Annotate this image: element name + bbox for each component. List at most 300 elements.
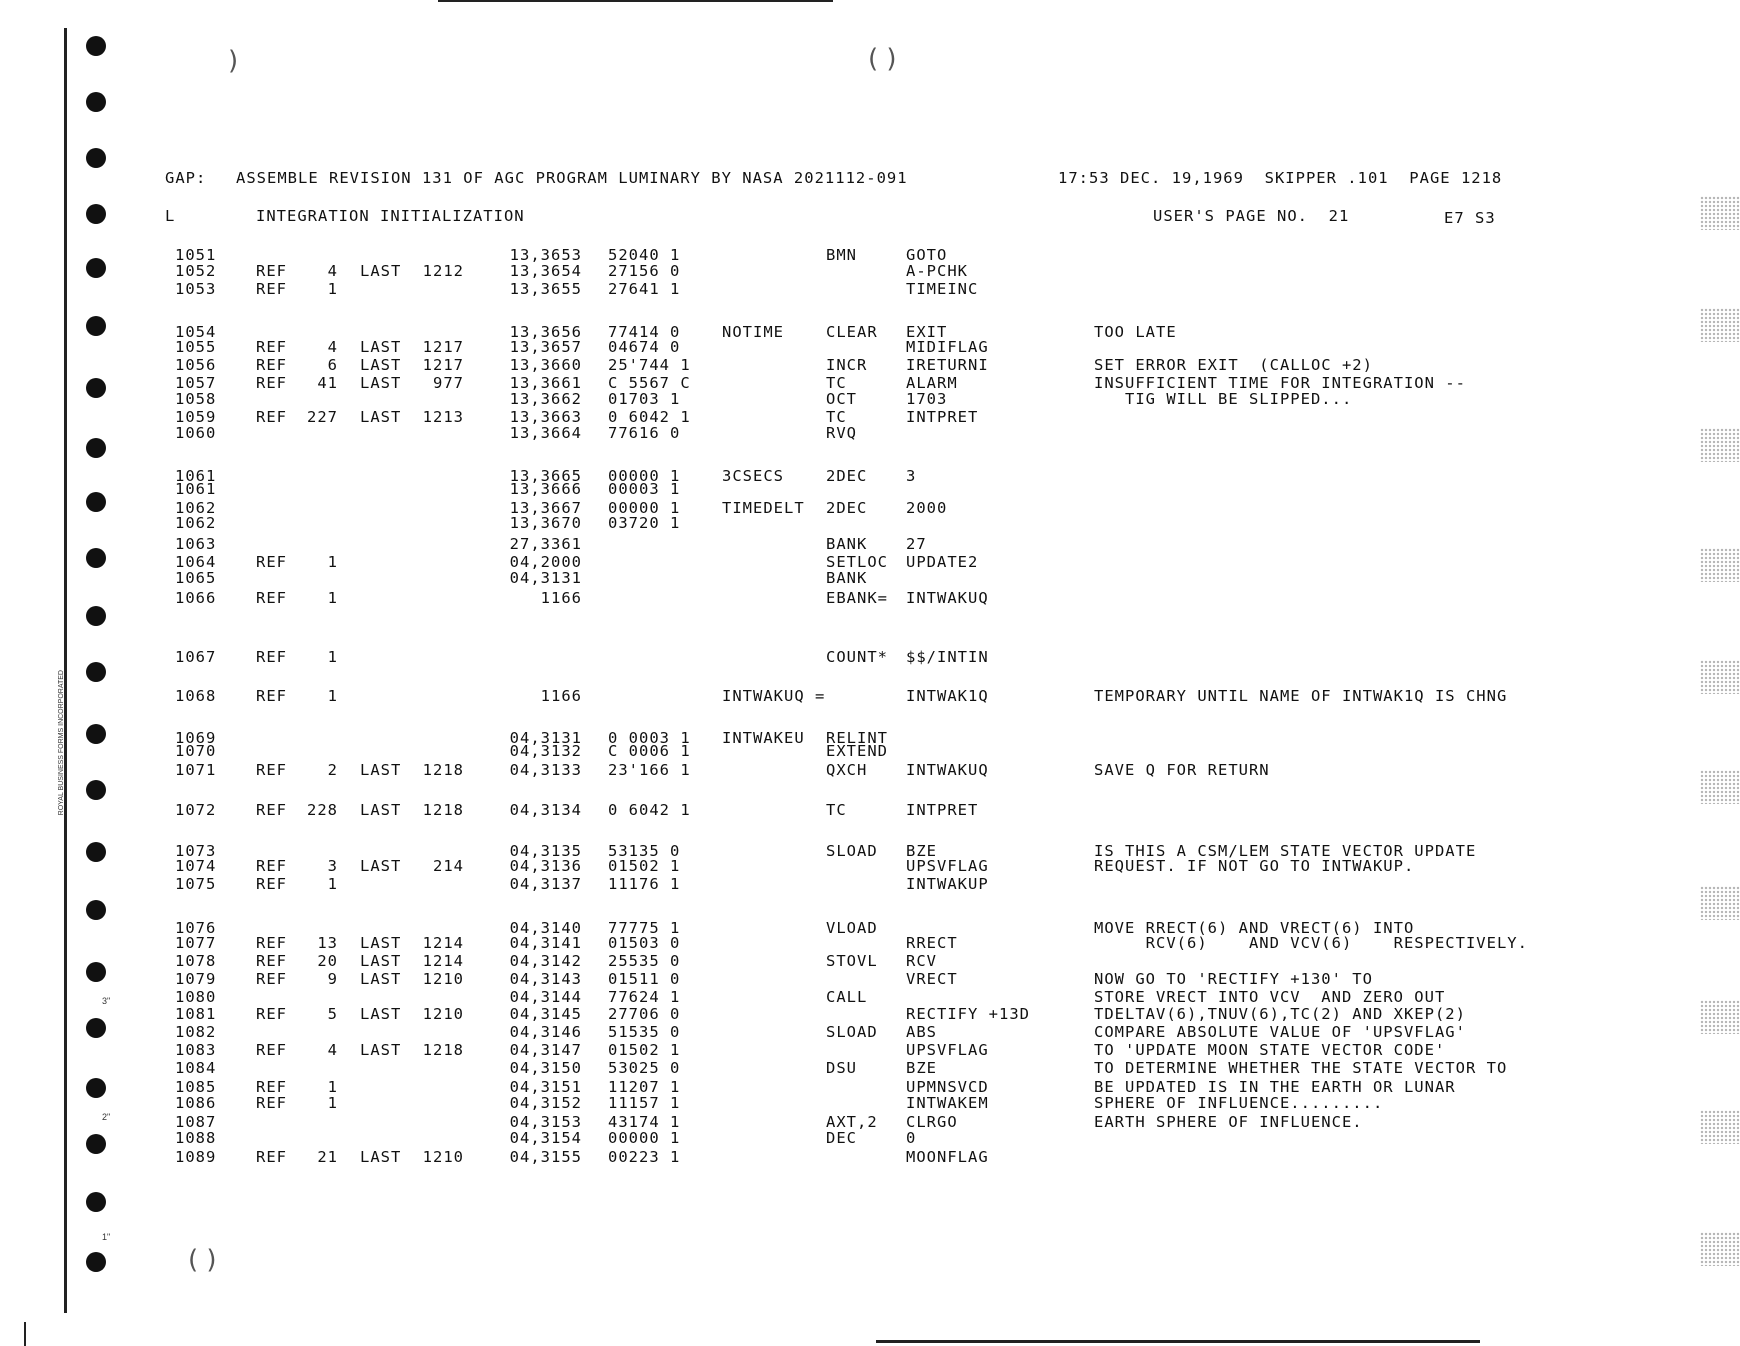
cell-refnum: 1 — [327, 875, 338, 893]
cell-operand: 1703 — [906, 390, 948, 408]
cell-line: 1051 — [175, 246, 217, 264]
cell-ref: REF — [256, 970, 287, 988]
cell-operand: VRECT — [906, 970, 958, 988]
cell-addr: 13,3667 — [509, 499, 582, 517]
user-page-number: USER'S PAGE NO. 21 — [1153, 207, 1350, 225]
cell-line: 1061 — [175, 480, 217, 498]
cell-comment: TO DETERMINE WHETHER THE STATE VECTOR TO — [1094, 1059, 1508, 1077]
cell-addr: 13,3657 — [509, 338, 582, 356]
cell-op: EXTEND — [826, 742, 888, 760]
cell-refnum: 1 — [327, 553, 338, 571]
cell-word: 27156 0 — [608, 262, 681, 280]
cell-word: 11176 1 — [608, 875, 681, 893]
cell-operand: INTWAKEM — [906, 1094, 989, 1112]
cell-refnum: 228 — [307, 801, 338, 819]
cell-ref: REF — [256, 408, 287, 426]
cell-operand: MOONFLAG — [906, 1148, 989, 1166]
cell-lastnum: 1217 — [422, 338, 464, 356]
cell-word: 0 6042 1 — [608, 801, 691, 819]
cell-word: 01502 1 — [608, 1041, 681, 1059]
scan-speckle — [1700, 428, 1740, 462]
cell-ref: REF — [256, 280, 287, 298]
cell-refnum: 13 — [317, 934, 338, 952]
cell-label: INTWAKEU — [722, 729, 805, 747]
cell-word: 11157 1 — [608, 1094, 681, 1112]
cell-line: 1053 — [175, 280, 217, 298]
cell-addr: 04,3144 — [509, 988, 582, 1006]
section-title: INTEGRATION INITIALIZATION — [256, 207, 525, 225]
cell-line: 1065 — [175, 569, 217, 587]
cell-last: LAST — [360, 952, 402, 970]
cell-addr: 04,3131 — [509, 569, 582, 587]
scan-speckle — [1700, 308, 1740, 342]
cell-addr: 13,3661 — [509, 374, 582, 392]
cell-word: 00000 1 — [608, 467, 681, 485]
cell-op: BANK — [826, 569, 868, 587]
feed-hole — [86, 606, 106, 626]
cell-op: 2DEC — [826, 467, 868, 485]
feed-hole — [86, 316, 106, 336]
cell-addr: 04,3133 — [509, 761, 582, 779]
cell-word: 23'166 1 — [608, 761, 691, 779]
cell-word: 77624 1 — [608, 988, 681, 1006]
cell-addr: 1166 — [540, 687, 582, 705]
cell-label: 3CSECS — [722, 467, 784, 485]
cell-ref: REF — [256, 857, 287, 875]
cell-ref: REF — [256, 761, 287, 779]
cell-ref: REF — [256, 356, 287, 374]
cell-addr: 04,3140 — [509, 919, 582, 937]
cell-word: 51535 0 — [608, 1023, 681, 1041]
cell-line: 1064 — [175, 553, 217, 571]
cell-op: BANK — [826, 535, 868, 553]
cell-lastnum: 1210 — [422, 1148, 464, 1166]
cell-line: 1083 — [175, 1041, 217, 1059]
cell-lastnum: 1218 — [422, 761, 464, 779]
cell-addr: 13,3665 — [509, 467, 582, 485]
cell-comment: IS THIS A CSM/LEM STATE VECTOR UPDATE — [1094, 842, 1477, 860]
cell-operand: BZE — [906, 1059, 937, 1077]
cell-op: COUNT* — [826, 648, 888, 666]
cell-lastnum: 1214 — [422, 934, 464, 952]
cell-op: BMN — [826, 246, 857, 264]
cell-ref: REF — [256, 589, 287, 607]
cell-line: 1052 — [175, 262, 217, 280]
cell-operand: INTWAKUQ — [906, 761, 989, 779]
cell-ref: REF — [256, 952, 287, 970]
cell-addr: 04,3146 — [509, 1023, 582, 1041]
feed-hole — [86, 258, 106, 278]
cell-comment: TO 'UPDATE MOON STATE VECTOR CODE' — [1094, 1041, 1446, 1059]
scan-speckle — [1700, 548, 1740, 582]
cell-line: 1068 — [175, 687, 217, 705]
cell-addr: 04,3153 — [509, 1113, 582, 1131]
cell-operand: RRECT — [906, 934, 958, 952]
cell-lastnum: 1217 — [422, 356, 464, 374]
cell-operand: INTWAK1Q — [906, 687, 989, 705]
cell-operand: UPMNSVCD — [906, 1078, 989, 1096]
cell-refnum: 5 — [327, 1005, 338, 1023]
cell-line: 1062 — [175, 514, 217, 532]
cell-line: 1082 — [175, 1023, 217, 1041]
cell-last: LAST — [360, 761, 402, 779]
cell-addr: 04,3155 — [509, 1148, 582, 1166]
cell-line: 1072 — [175, 801, 217, 819]
cell-op: AXT,2 — [826, 1113, 878, 1131]
bottom-rule — [876, 1340, 1480, 1343]
cell-lastnum: 1212 — [422, 262, 464, 280]
cell-line: 1055 — [175, 338, 217, 356]
cell-op: CALL — [826, 988, 868, 1006]
cell-word: C 0006 1 — [608, 742, 691, 760]
cell-comment: TIG WILL BE SLIPPED... — [1094, 390, 1353, 408]
cell-line: 1059 — [175, 408, 217, 426]
cell-addr: 1166 — [540, 589, 582, 607]
cell-op: INCR — [826, 356, 868, 374]
scan-speckle — [1700, 196, 1740, 230]
header-code: E7 S3 — [1444, 209, 1496, 227]
cell-operand: INTWAKUQ — [906, 589, 989, 607]
cell-comment: STORE VRECT INTO VCV AND ZERO OUT — [1094, 988, 1446, 1006]
scan-speckle — [1700, 1000, 1740, 1034]
cell-word: 43174 1 — [608, 1113, 681, 1131]
cell-last: LAST — [360, 934, 402, 952]
cell-line: 1080 — [175, 988, 217, 1006]
cell-word: 0 0003 1 — [608, 729, 691, 747]
feed-hole — [86, 36, 106, 56]
cell-comment: RCV(6) AND VCV(6) RESPECTIVELY. — [1094, 934, 1528, 952]
cell-op: SETLOC — [826, 553, 888, 571]
cell-addr: 13,3663 — [509, 408, 582, 426]
top-rule — [438, 0, 833, 2]
cell-last: LAST — [360, 408, 402, 426]
feed-hole — [86, 842, 106, 862]
cell-operand: MIDIFLAG — [906, 338, 989, 356]
cell-word: 25535 0 — [608, 952, 681, 970]
cell-op: QXCH — [826, 761, 868, 779]
cell-operand: TIMEINC — [906, 280, 979, 298]
cell-comment: INSUFFICIENT TIME FOR INTEGRATION -- — [1094, 374, 1466, 392]
cell-operand: ABS — [906, 1023, 937, 1041]
cell-refnum: 41 — [317, 374, 338, 392]
cell-last: LAST — [360, 857, 402, 875]
cell-addr: 13,3662 — [509, 390, 582, 408]
cell-operand: GOTO — [906, 246, 948, 264]
cell-lastnum: 1210 — [422, 970, 464, 988]
cell-operand: RCV — [906, 952, 937, 970]
header-letter: L — [165, 207, 176, 225]
cell-refnum: 6 — [327, 356, 338, 374]
cell-refnum: 4 — [327, 338, 338, 356]
cell-ref: REF — [256, 687, 287, 705]
cell-addr: 04,3152 — [509, 1094, 582, 1112]
cell-operand: CLRGO — [906, 1113, 958, 1131]
cell-line: 1087 — [175, 1113, 217, 1131]
scan-speckle — [1700, 660, 1740, 694]
cell-line: 1089 — [175, 1148, 217, 1166]
cell-op: DEC — [826, 1129, 857, 1147]
paren-mark: ( ) — [188, 1245, 217, 1275]
cell-addr: 04,3154 — [509, 1129, 582, 1147]
cell-addr: 04,3147 — [509, 1041, 582, 1059]
cell-lastnum: 1210 — [422, 1005, 464, 1023]
cell-addr: 13,3664 — [509, 424, 582, 442]
cell-operand: $$/INTIN — [906, 648, 989, 666]
cell-operand: 2000 — [906, 499, 948, 517]
cell-word: 01703 1 — [608, 390, 681, 408]
cell-lastnum: 1218 — [422, 801, 464, 819]
cell-last: LAST — [360, 1148, 402, 1166]
feed-hole — [86, 1018, 106, 1038]
cell-ref: REF — [256, 1148, 287, 1166]
cell-comment: TDELTAV(6),TNUV(6),TC(2) AND XKEP(2) — [1094, 1005, 1466, 1023]
cell-line: 1058 — [175, 390, 217, 408]
cell-ref: REF — [256, 1094, 287, 1112]
cell-addr: 13,3666 — [509, 480, 582, 498]
cell-refnum: 3 — [327, 857, 338, 875]
cell-word: 77414 0 — [608, 323, 681, 341]
feed-hole — [86, 724, 106, 744]
header-timestamp: 17:53 DEC. 19,1969 SKIPPER .101 PAGE 1218 — [1058, 169, 1503, 187]
cell-ref: REF — [256, 934, 287, 952]
cell-line: 1063 — [175, 535, 217, 553]
cell-comment: EARTH SPHERE OF INFLUENCE. — [1094, 1113, 1363, 1131]
cell-refnum: 21 — [317, 1148, 338, 1166]
cell-addr: 04,3150 — [509, 1059, 582, 1077]
cell-label: TIMEDELT — [722, 499, 805, 517]
cell-op: TC — [826, 408, 847, 426]
cell-operand: 0 — [906, 1129, 917, 1147]
feed-hole — [86, 378, 106, 398]
cell-word: 11207 1 — [608, 1078, 681, 1096]
cell-refnum: 1 — [327, 648, 338, 666]
cell-lastnum: 977 — [433, 374, 464, 392]
cell-ref: REF — [256, 875, 287, 893]
cell-word: 01502 1 — [608, 857, 681, 875]
cell-line: 1069 — [175, 729, 217, 747]
feed-hole — [86, 900, 106, 920]
cell-word: 00000 1 — [608, 499, 681, 517]
cell-addr: 27,3361 — [509, 535, 582, 553]
feed-hole — [86, 204, 106, 224]
cell-addr: 04,3131 — [509, 729, 582, 747]
cell-line: 1054 — [175, 323, 217, 341]
cell-word: 25'744 1 — [608, 356, 691, 374]
cell-addr: 04,3151 — [509, 1078, 582, 1096]
cell-comment: REQUEST. IF NOT GO TO INTWAKUP. — [1094, 857, 1415, 875]
cell-operand: INTWAKUP — [906, 875, 989, 893]
cell-comment: TOO LATE — [1094, 323, 1177, 341]
cell-line: 1062 — [175, 499, 217, 517]
cell-line: 1061 — [175, 467, 217, 485]
cell-operand: UPSVFLAG — [906, 1041, 989, 1059]
cell-comment: TEMPORARY UNTIL NAME OF INTWAK1Q IS CHNG — [1094, 687, 1508, 705]
cell-operand: RECTIFY +13D — [906, 1005, 1030, 1023]
cell-op: TC — [826, 374, 847, 392]
left-tick — [24, 1322, 26, 1346]
cell-lastnum: 1213 — [422, 408, 464, 426]
cell-addr: 04,3141 — [509, 934, 582, 952]
cell-label: INTWAKUQ = — [722, 687, 826, 705]
feed-hole — [86, 548, 106, 568]
cell-refnum: 1 — [327, 1094, 338, 1112]
cell-last: LAST — [360, 1041, 402, 1059]
cell-op: RELINT — [826, 729, 888, 747]
cell-line: 1079 — [175, 970, 217, 988]
cell-refnum: 1 — [327, 589, 338, 607]
feed-hole — [86, 492, 106, 512]
cell-line: 1056 — [175, 356, 217, 374]
header-prefix: GAP: — [165, 169, 207, 187]
cell-word: 01503 0 — [608, 934, 681, 952]
feed-hole — [86, 148, 106, 168]
cell-operand: BZE — [906, 842, 937, 860]
cell-refnum: 2 — [327, 761, 338, 779]
cell-line: 1071 — [175, 761, 217, 779]
cell-line: 1067 — [175, 648, 217, 666]
cell-op: OCT — [826, 390, 857, 408]
cell-addr: 13,3653 — [509, 246, 582, 264]
feed-hole — [86, 962, 106, 982]
cell-ref: REF — [256, 262, 287, 280]
cell-comment: MOVE RRECT(6) AND VRECT(6) INTO — [1094, 919, 1415, 937]
cell-line: 1075 — [175, 875, 217, 893]
cell-operand: A-PCHK — [906, 262, 968, 280]
paren-mark: ) — [228, 46, 239, 76]
cell-line: 1085 — [175, 1078, 217, 1096]
cell-word: 53135 0 — [608, 842, 681, 860]
cell-op: TC — [826, 801, 847, 819]
feed-hole — [86, 780, 106, 800]
cell-word: 77616 0 — [608, 424, 681, 442]
cell-refnum: 1 — [327, 687, 338, 705]
cell-line: 1081 — [175, 1005, 217, 1023]
inch-mark: 2" — [102, 1112, 111, 1122]
cell-last: LAST — [360, 970, 402, 988]
cell-op: EBANK= — [826, 589, 888, 607]
inch-mark: 3" — [102, 996, 111, 1006]
cell-addr: 13,3655 — [509, 280, 582, 298]
cell-last: LAST — [360, 1005, 402, 1023]
cell-addr: 04,3142 — [509, 952, 582, 970]
cell-operand: UPDATE2 — [906, 553, 979, 571]
cell-ref: REF — [256, 553, 287, 571]
margin-note: ROYAL BUSINESS FORMS INCORPORATED — [58, 670, 65, 816]
cell-word: 03720 1 — [608, 514, 681, 532]
cell-word: 53025 0 — [608, 1059, 681, 1077]
cell-refnum: 227 — [307, 408, 338, 426]
cell-op: SLOAD — [826, 842, 878, 860]
cell-addr: 04,3136 — [509, 857, 582, 875]
scan-speckle — [1700, 886, 1740, 920]
cell-word: 00223 1 — [608, 1148, 681, 1166]
scan-speckle — [1700, 1110, 1740, 1144]
cell-word: C 5567 C — [608, 374, 691, 392]
cell-addr: 04,3145 — [509, 1005, 582, 1023]
scan-speckle — [1700, 1232, 1740, 1266]
feed-hole — [86, 1192, 106, 1212]
inch-mark: 1" — [102, 1232, 111, 1242]
cell-op: VLOAD — [826, 919, 878, 937]
cell-operand: INTPRET — [906, 408, 979, 426]
cell-line: 1088 — [175, 1129, 217, 1147]
cell-addr: 13,3670 — [509, 514, 582, 532]
cell-addr: 13,3654 — [509, 262, 582, 280]
cell-ref: REF — [256, 338, 287, 356]
cell-lastnum: 1218 — [422, 1041, 464, 1059]
feed-hole — [86, 1078, 106, 1098]
cell-line: 1078 — [175, 952, 217, 970]
cell-comment: COMPARE ABSOLUTE VALUE OF 'UPSVFLAG' — [1094, 1023, 1466, 1041]
cell-op: CLEAR — [826, 323, 878, 341]
cell-word: 04674 0 — [608, 338, 681, 356]
scan-speckle — [1700, 770, 1740, 804]
feed-hole — [86, 662, 106, 682]
feed-hole — [86, 1252, 106, 1272]
cell-op: SLOAD — [826, 1023, 878, 1041]
cell-label: NOTIME — [722, 323, 784, 341]
cell-line: 1073 — [175, 842, 217, 860]
cell-comment: SET ERROR EXIT (CALLOC +2) — [1094, 356, 1373, 374]
cell-word: 00000 1 — [608, 1129, 681, 1147]
cell-word: 27641 1 — [608, 280, 681, 298]
cell-addr: 04,3143 — [509, 970, 582, 988]
cell-lastnum: 214 — [433, 857, 464, 875]
cell-lastnum: 1214 — [422, 952, 464, 970]
cell-addr: 04,3132 — [509, 742, 582, 760]
cell-comment: BE UPDATED IS IN THE EARTH OR LUNAR — [1094, 1078, 1456, 1096]
cell-word: 0 6042 1 — [608, 408, 691, 426]
cell-operand: 27 — [906, 535, 927, 553]
cell-refnum: 1 — [327, 280, 338, 298]
cell-ref: REF — [256, 1041, 287, 1059]
cell-line: 1076 — [175, 919, 217, 937]
cell-op: STOVL — [826, 952, 878, 970]
cell-refnum: 9 — [327, 970, 338, 988]
cell-addr: 04,2000 — [509, 553, 582, 571]
cell-ref: REF — [256, 648, 287, 666]
cell-operand: EXIT — [906, 323, 948, 341]
cell-addr: 13,3660 — [509, 356, 582, 374]
cell-op: RVQ — [826, 424, 857, 442]
cell-operand: UPSVFLAG — [906, 857, 989, 875]
cell-line: 1066 — [175, 589, 217, 607]
cell-line: 1086 — [175, 1094, 217, 1112]
cell-op: 2DEC — [826, 499, 868, 517]
cell-comment: NOW GO TO 'RECTIFY +130' TO — [1094, 970, 1373, 988]
cell-addr: 04,3137 — [509, 875, 582, 893]
cell-operand: ALARM — [906, 374, 958, 392]
cell-last: LAST — [360, 374, 402, 392]
cell-ref: REF — [256, 1078, 287, 1096]
cell-line: 1070 — [175, 742, 217, 760]
cell-word: 01511 0 — [608, 970, 681, 988]
cell-addr: 13,3656 — [509, 323, 582, 341]
cell-ref: REF — [256, 801, 287, 819]
cell-refnum: 1 — [327, 1078, 338, 1096]
cell-refnum: 20 — [317, 952, 338, 970]
cell-comment: SAVE Q FOR RETURN — [1094, 761, 1270, 779]
cell-last: LAST — [360, 356, 402, 374]
feed-hole — [86, 1134, 106, 1154]
paren-mark: ( ) — [868, 44, 897, 74]
cell-word: 77775 1 — [608, 919, 681, 937]
cell-operand: IRETURNI — [906, 356, 989, 374]
cell-comment: SPHERE OF INFLUENCE......... — [1094, 1094, 1384, 1112]
feed-hole — [86, 438, 106, 458]
cell-refnum: 4 — [327, 1041, 338, 1059]
feed-hole — [86, 92, 106, 112]
